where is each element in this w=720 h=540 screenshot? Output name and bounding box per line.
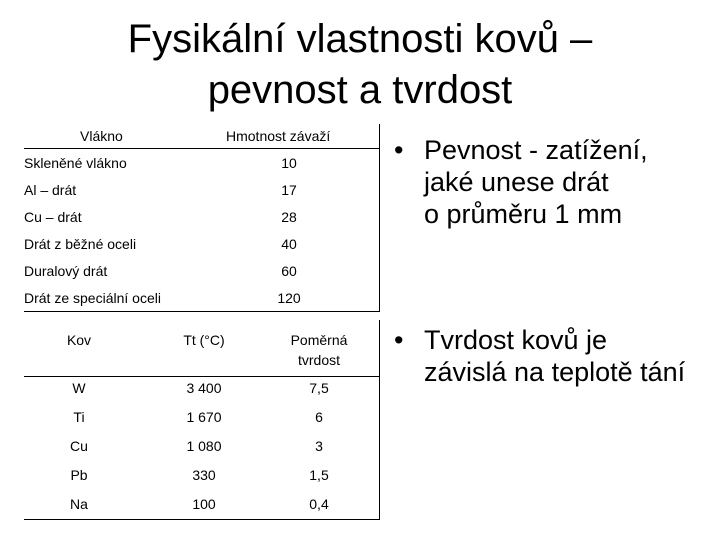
- hardness-value: 7,5: [309, 380, 329, 396]
- table-row: [24, 204, 380, 231]
- table-row: [24, 231, 380, 258]
- strength-header-rule: [24, 148, 379, 149]
- strength-value: 28: [281, 209, 297, 225]
- table-row: [24, 177, 380, 204]
- bullet-line: Tvrdost kovů je: [424, 325, 608, 355]
- hardness-melting-point: 1 670: [186, 409, 222, 425]
- hardness-header-metal: Kov: [66, 332, 92, 348]
- hardness-metal: Ti: [73, 409, 85, 425]
- title-line-1: Fysikální vlastnosti kovů –: [127, 17, 593, 61]
- title-line-2: pevnost a tvrdost: [207, 68, 513, 112]
- strength-value: 40: [281, 236, 297, 252]
- hardness-value: 1,5: [309, 467, 329, 483]
- hardness-metal: Na: [70, 496, 88, 512]
- hardness-header-melting-point: Tt (°C): [183, 332, 225, 348]
- strength-header-fiber: Vlákno: [80, 128, 123, 144]
- strength-table: [24, 124, 380, 312]
- strength-name: Drát ze speciální oceli: [24, 290, 161, 306]
- hardness-value: 3: [315, 438, 323, 454]
- strength-value: 17: [281, 182, 297, 198]
- strength-header-weight: Hmotnost závaží: [226, 128, 331, 144]
- bullet-marker: •: [394, 135, 404, 165]
- hardness-melting-point: 330: [192, 467, 216, 483]
- slide-title: [40, 14, 680, 116]
- bullet-text: [424, 134, 720, 230]
- bullet-line: jaké unese drát: [424, 167, 609, 197]
- hardness-melting-point: 3 400: [186, 380, 222, 396]
- hardness-metal: Pb: [70, 467, 88, 483]
- bullet-line: Pevnost - zatížení,: [424, 135, 648, 165]
- table-row: [24, 150, 380, 177]
- strength-value: 120: [277, 290, 301, 306]
- strength-value: 10: [281, 155, 297, 171]
- hardness-melting-point: 100: [192, 496, 216, 512]
- bullet-text: [424, 324, 720, 388]
- strength-name: Skleněné vlákno: [24, 155, 127, 171]
- hardness-metal: W: [72, 380, 86, 396]
- table-row: [24, 258, 380, 285]
- hardness-value: 0,4: [309, 496, 329, 512]
- strength-value: 60: [281, 263, 297, 279]
- bullet-line: o průměru 1 mm: [424, 199, 623, 229]
- hardness-header-relative-hardness: Poměrná tvrdost: [290, 332, 348, 368]
- strength-name: Cu – drát: [24, 209, 82, 225]
- bullet-line: závislá na teplotě tání: [424, 357, 686, 387]
- strength-name: Duralový drát: [24, 263, 108, 279]
- hardness-table: [24, 320, 380, 520]
- hardness-metal: Cu: [70, 438, 88, 454]
- strength-name: Al – drát: [24, 182, 77, 198]
- hardness-value: 6: [315, 409, 323, 425]
- strength-name: Drát z běžné oceli: [24, 236, 137, 252]
- bullet-marker: •: [394, 325, 404, 355]
- table-row: [24, 285, 380, 312]
- hardness-melting-point: 1 080: [186, 438, 222, 454]
